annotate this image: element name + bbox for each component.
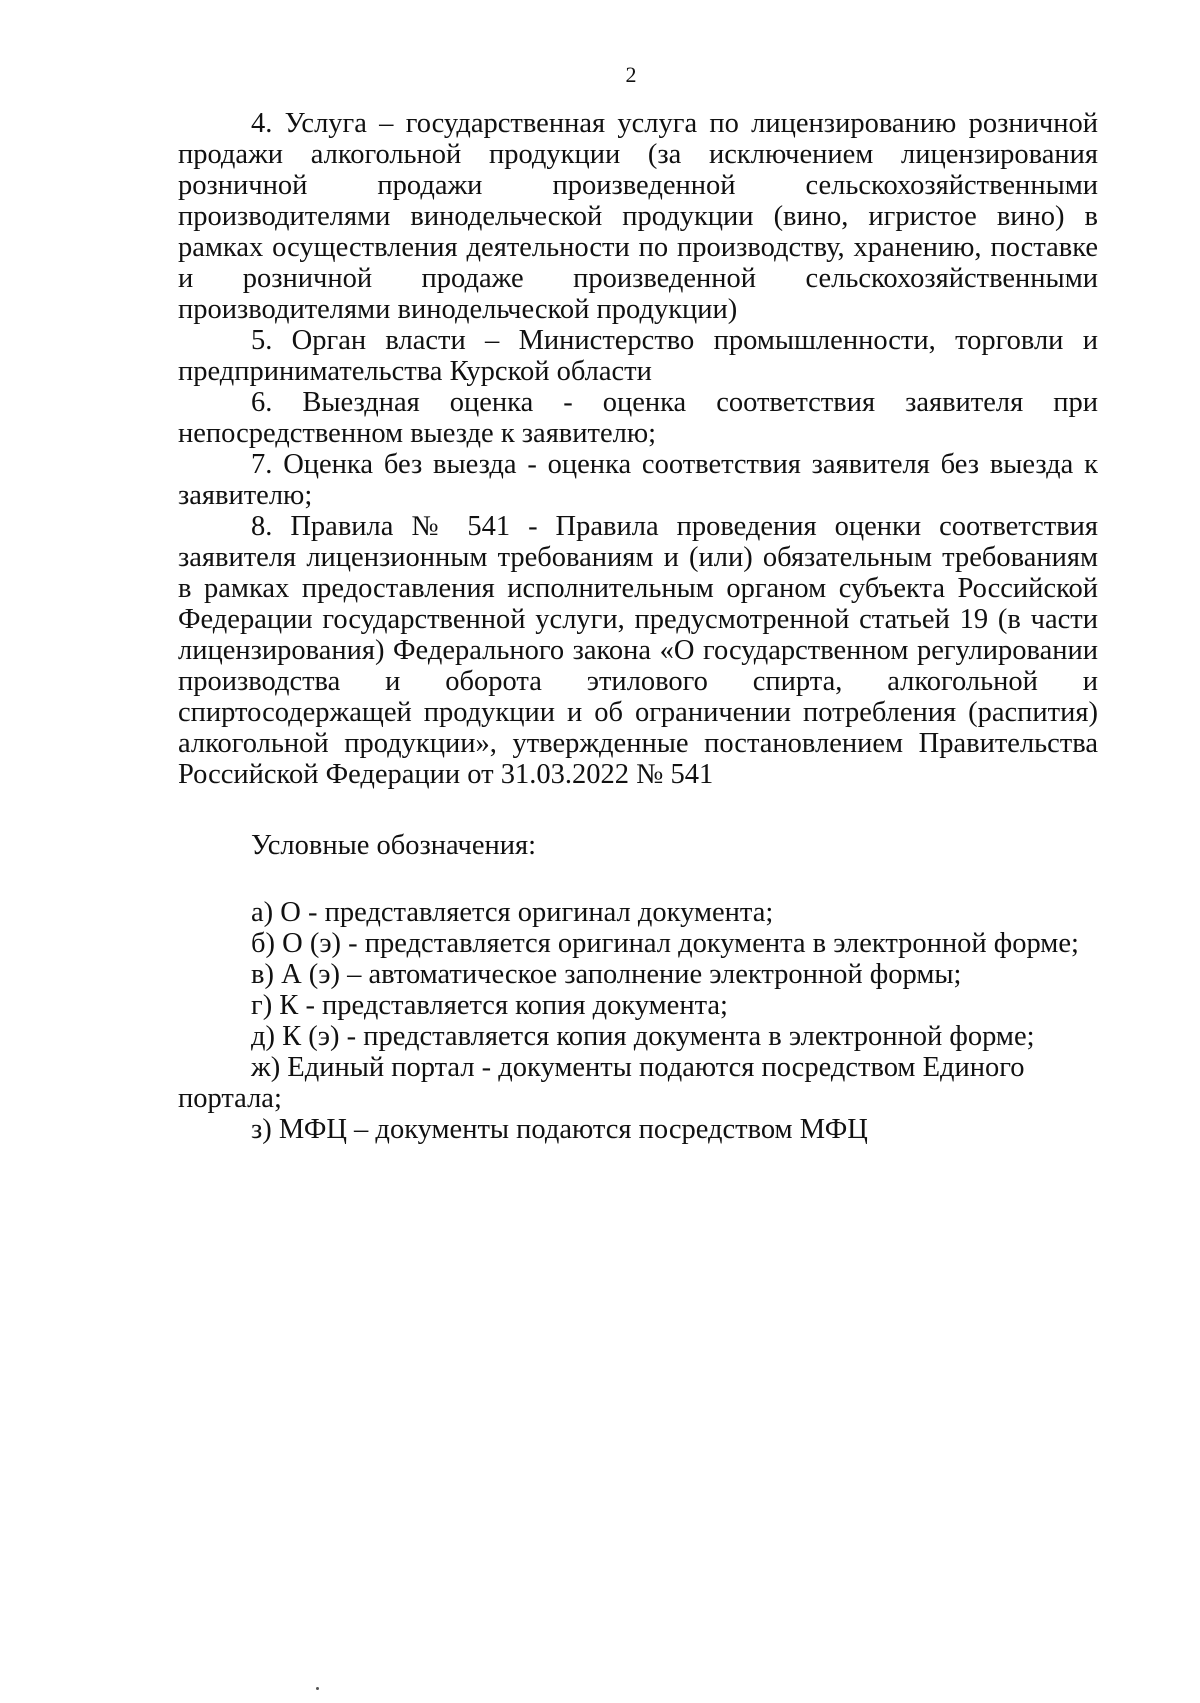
page-number: 2: [625, 62, 637, 87]
legend-item-v: в) А (э) – автоматическое заполнение электронной формы;: [251, 959, 962, 990]
document-body: [178, 108, 1098, 1145]
legend-item-a: а) О - представляется оригинал документа;: [251, 897, 774, 928]
legend-item-d: д) К (э) - представляется копия документа в электронной форме;: [251, 1021, 1035, 1052]
definition-item-6: 6. Выездная оценка - оценка соответствия заявителя при непосредственном выезде к заявителю;: [178, 387, 1098, 449]
legend-item-z: з) МФЦ – документы подаются посредством МФЦ: [251, 1114, 868, 1145]
legend-item-b: б) О (э) - представляется оригинал документа в электронной форме;: [251, 928, 1079, 959]
scan-speck: [316, 1687, 319, 1690]
definition-item-5: 5. Орган власти – Министерство промышленности, торговли и предпринимательства Курской области: [178, 325, 1098, 387]
legend-title: Условные обозначения:: [251, 830, 537, 861]
legend-item-zh: ж) Единый портал - документы подаются посредством Единого портала;: [178, 1052, 1025, 1114]
definition-item-4: 4. Услуга – государственная услуга по лицензированию розничной продажи алкогольной продукции (за исключением лицензирования розничной продажи произведенной сельскохозяйственными производителями винодельческой продукции (вино, игристое вино) в рамках осуществления деятельности по производству, хранению, поставке и розничной продаже произведенной сельскохозяйственными производителями винодельческой продукции): [178, 108, 1098, 325]
definition-item-8: 8. Правила № 541 - Правила проведения оценки соответствия заявителя лицензионным требованиям и (или) обязательным требованиям в рамках предоставления исполнительным органом субъекта Российской Федерации государственной услуги, предусмотренной статьей 19 (в части лицензирования) Федерального закона «О государственном регулировании производства и оборота этилового спирта, алкогольной и спиртосодержащей продукции и об ограничении потребления (распития) алкогольной продукции», утвержденные постановлением Правительства Российской Федерации от 31.03.2022 № 541: [178, 511, 1098, 790]
legend-list: [178, 897, 1098, 1145]
definition-item-7: 7. Оценка без выезда - оценка соответствия заявителя без выезда к заявителю;: [178, 449, 1098, 511]
legend-item-g: г) К - представляется копия документа;: [251, 990, 728, 1021]
